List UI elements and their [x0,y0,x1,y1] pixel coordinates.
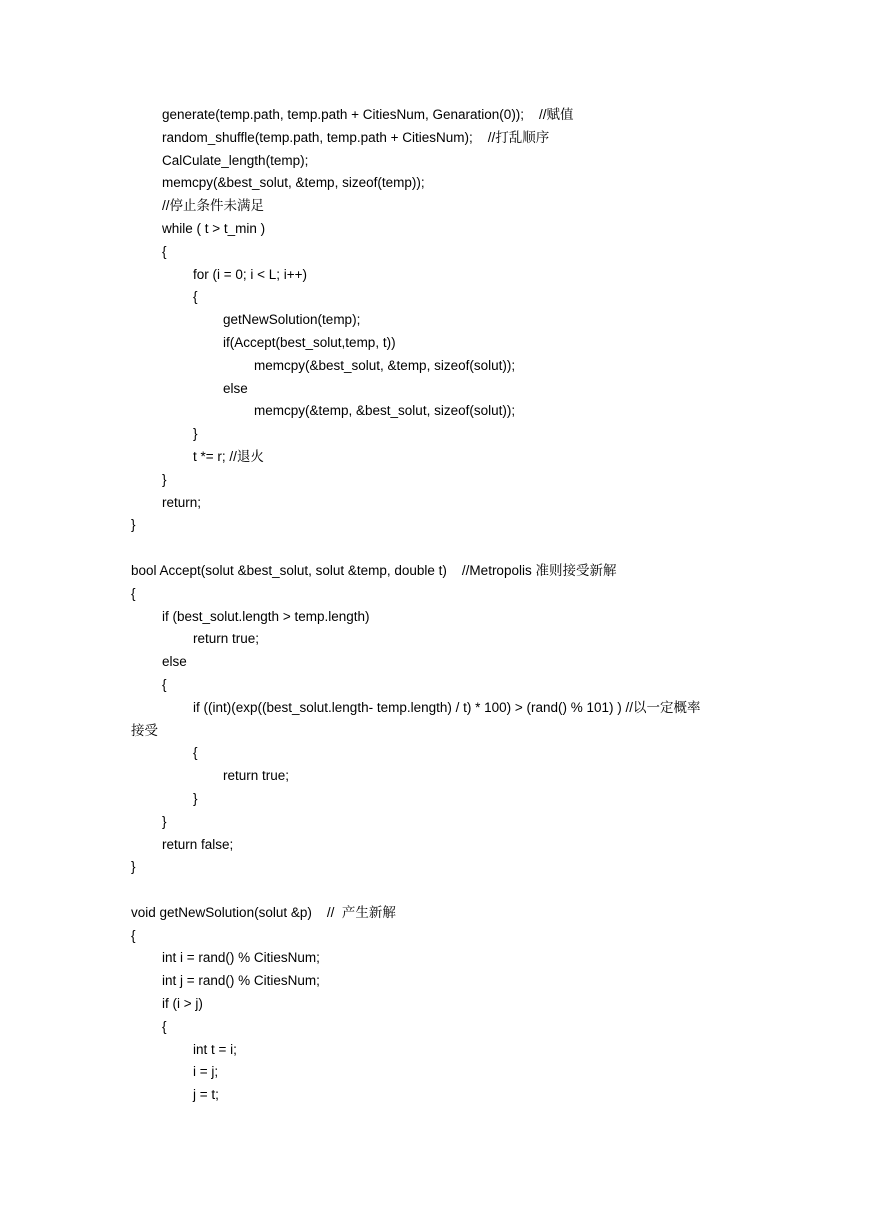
code-line: { [193,745,198,761]
code-line: 接受 [131,722,158,738]
code-line: { [162,1018,167,1034]
code-line: } [193,790,198,806]
code-line: int j = rand() % CitiesNum; [162,973,320,989]
code-line: memcpy(&best_solut, &temp, sizeof(solut)); [254,357,516,373]
code-line: getNewSolution(temp); [223,312,361,328]
code-line: void getNewSolution(solut &p) // 产生新解 [131,904,396,920]
code-line: t *= r; //退火 [193,448,264,464]
code-line: int t = i; [193,1041,237,1057]
code-line: if(Accept(best_solut,temp, t)) [223,334,396,350]
code-line: random_shuffle(temp.path, temp.path + CitiesNum); //打乱顺序 [162,129,550,145]
code-line: else [223,380,248,396]
code-line: while ( t > t_min ) [162,220,266,236]
code-line: } [162,471,167,487]
code-line: //停止条件未满足 [162,198,265,214]
code-line: } [162,813,167,829]
code-line: } [193,426,198,442]
code-line: else [162,654,187,670]
code-line: } [131,859,136,875]
code-line: i = j; [193,1064,219,1080]
code-line: { [162,243,167,259]
code-listing [131,104,751,1107]
code-line: } [131,517,136,533]
code-line: if (best_solut.length > temp.length) [162,608,370,624]
code-line: return false; [162,836,234,852]
code-line: int i = rand() % CitiesNum; [162,950,320,966]
code-line: for (i = 0; i < L; i++) [193,266,308,282]
code-line: bool Accept(solut &best_solut, solut &temp, double t) //Metropolis 准则接受新解 [131,562,617,578]
code-line: return true; [223,768,290,784]
blank-line [131,879,751,902]
code-line: return; [162,494,202,510]
code-line: memcpy(&temp, &best_solut, sizeof(solut)); [254,403,516,419]
code-line: return true; [193,631,260,647]
code-line: if ((int)(exp((best_solut.length- temp.length) / t) * 100) > (rand() % 101) ) //以一定概率 [193,699,701,715]
code-line: memcpy(&best_solut, &temp, sizeof(temp)); [162,175,425,191]
code-line: { [162,676,167,692]
code-line: { [131,585,136,601]
code-line: { [131,927,136,943]
code-line: { [193,289,198,305]
code-line: j = t; [193,1087,219,1103]
blank-line [131,537,751,560]
code-line: if (i > j) [162,996,203,1012]
code-line: generate(temp.path, temp.path + CitiesNum, Genaration(0)); //赋值 [162,107,574,122]
code-line: CalCulate_length(temp); [162,152,309,168]
